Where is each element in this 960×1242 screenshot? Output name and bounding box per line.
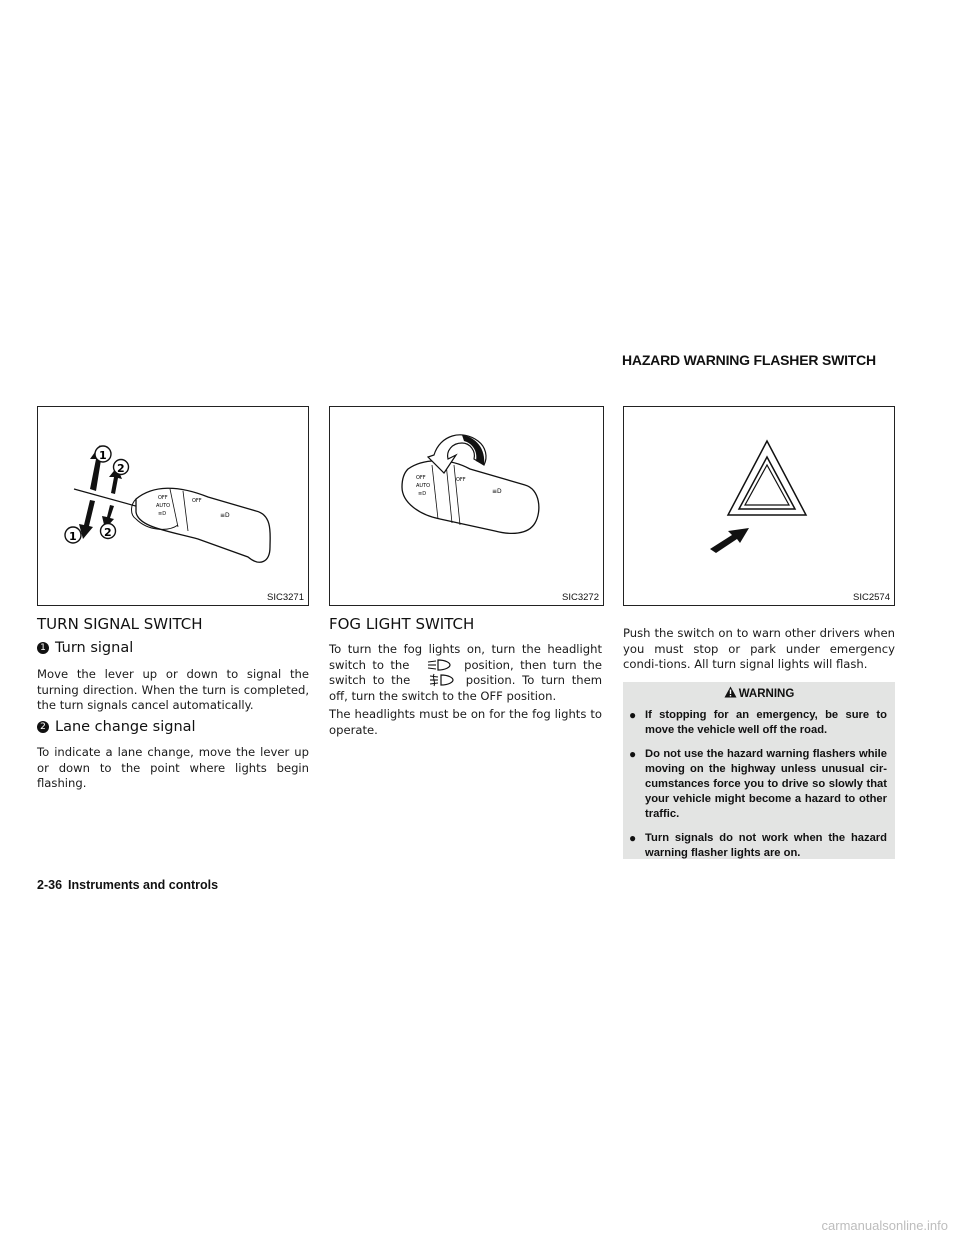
number-2-icon: 2 xyxy=(37,721,49,733)
svg-text:OFF: OFF xyxy=(192,498,202,504)
figure-caption: SIC3271 xyxy=(267,592,304,603)
svg-text:≡D: ≡D xyxy=(492,488,502,495)
warning-item: ● Do not use the hazard warning flashers while moving on the highway unless unusual cir-cumstances force you to drive so slowly that your vehicle might become a hazard to other traffic. xyxy=(629,747,887,820)
fog-light-heading: FOG LIGHT SWITCH xyxy=(329,615,475,633)
fog-light-paragraph xyxy=(329,642,602,704)
number-1-icon: 1 xyxy=(37,642,49,654)
warning-title-text: WARNING xyxy=(738,688,795,700)
figure-caption: SIC3272 xyxy=(562,592,599,603)
warning-icon xyxy=(724,686,737,698)
warning-item: ● If stopping for an emergency, be sure to move the vehicle well off the road. xyxy=(629,708,887,736)
chapter-title: Instruments and controls xyxy=(68,878,219,892)
figure-fog-light xyxy=(329,406,604,606)
fog-light-text-c: position. To turn them off, turn the switch to the OFF position. xyxy=(329,673,603,703)
section-title: HAZARD WARNING FLASHER SWITCH xyxy=(622,352,876,368)
turn-signal-sublabel: Turn signal xyxy=(55,640,134,656)
bullet-icon: ● xyxy=(629,708,637,722)
svg-text:≡D: ≡D xyxy=(158,511,167,517)
svg-text:AUTO: AUTO xyxy=(156,503,171,509)
lane-change-subheading xyxy=(37,719,196,735)
svg-text:≡D: ≡D xyxy=(220,512,230,519)
page-footer xyxy=(37,878,218,892)
fog-light-icon xyxy=(421,673,455,687)
fog-light-text-a: To turn the fog lights on, turn the headlight switch to the xyxy=(329,642,602,672)
hazard-paragraph: Push the switch on to warn other drivers when you must stop or park under emergency condi-tions. All turn signal lights will flash. xyxy=(623,626,895,672)
lane-change-paragraph: To indicate a lane change, move the lever up or down to the point where lights begin flashing. xyxy=(37,745,309,791)
fog-light-text-b: position, then turn the switch to the xyxy=(329,657,602,688)
turn-signal-lever-illustration xyxy=(38,407,309,606)
turn-signal-subheading xyxy=(37,640,133,656)
warning-box xyxy=(623,682,895,859)
svg-text:AUTO: AUTO xyxy=(416,483,431,489)
figure-caption: SIC2574 xyxy=(853,592,890,603)
warning-list xyxy=(629,708,887,870)
page-number: 2-36 xyxy=(37,878,63,892)
warning-item: ● Turn signals do not work when the hazard warning flasher lights are on. xyxy=(629,831,887,859)
watermark[interactable]: carmanualsonline.info xyxy=(821,1218,948,1233)
svg-text:OFF: OFF xyxy=(416,475,426,481)
figure-hazard-switch xyxy=(623,406,895,606)
fog-light-note: The headlights must be on for the fog lights to operate. xyxy=(329,707,602,737)
svg-text:OFF: OFF xyxy=(158,495,168,501)
svg-text:2: 2 xyxy=(104,526,112,539)
turn-signal-paragraph: Move the lever up or down to signal the turning direction. When the turn is completed, the turn signals cancel automatically. xyxy=(37,667,309,713)
svg-text:1: 1 xyxy=(69,530,77,543)
lane-change-sublabel: Lane change signal xyxy=(55,719,196,735)
figure-turn-signal xyxy=(37,406,309,606)
bullet-icon: ● xyxy=(629,831,637,845)
svg-text:≡D: ≡D xyxy=(418,491,427,497)
turn-signal-heading: TURN SIGNAL SWITCH xyxy=(37,615,203,633)
fog-light-lever-illustration xyxy=(330,407,604,606)
warning-title xyxy=(623,686,895,700)
svg-text:1: 1 xyxy=(99,449,107,462)
headlight-icon xyxy=(420,658,454,672)
svg-text:OFF: OFF xyxy=(456,477,466,483)
bullet-icon: ● xyxy=(629,747,637,761)
svg-text:2: 2 xyxy=(117,462,125,475)
hazard-switch-illustration xyxy=(624,407,895,606)
